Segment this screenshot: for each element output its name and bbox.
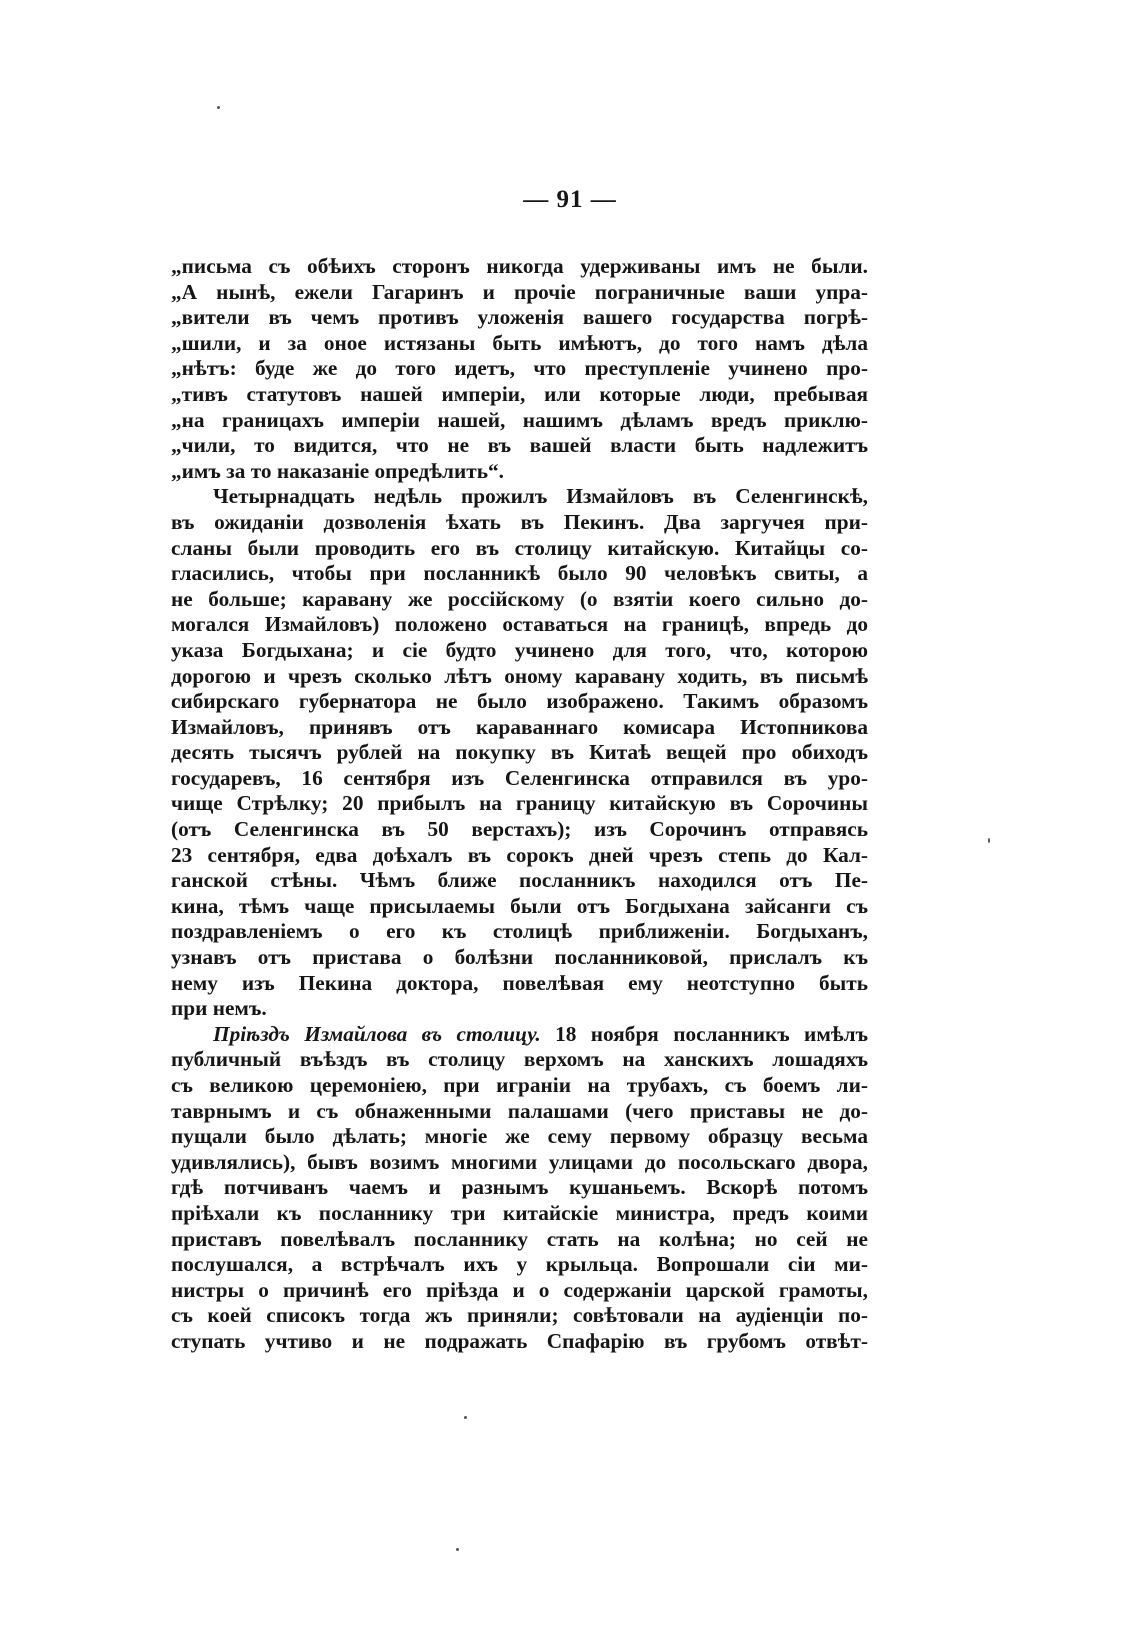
text-line: кина, тѣмъ чаще присылаемы были отъ Богдыхана зайсанги съ [171, 893, 868, 918]
text-line: публичный въѣздъ въ столицу верхомъ на ханскихъ лошадяхъ [171, 1047, 868, 1072]
text-line: пріѣхали къ посланнику три китайскіе министра, предъ коими [171, 1200, 868, 1225]
text-line: таврнымъ и съ обнаженными палашами (чего приставы не до- [171, 1098, 868, 1123]
text-line-heading [171, 1022, 868, 1048]
scan-speck [988, 838, 990, 843]
text-line: гдѣ потчиванъ чаемъ и разнымъ кушаньемъ. Вскорѣ потомъ [171, 1175, 868, 1200]
text-line: „вители въ чемъ противъ уложенія вашего государства погрѣ- [171, 305, 868, 330]
text-line: „нѣтъ: буде же до того идетъ, что преступленіе учинено про- [171, 356, 868, 381]
text-line: узнавъ отъ пристава о болѣзни посланниковой, прислалъ къ [171, 945, 868, 970]
text-line: при немъ. [171, 996, 267, 1021]
text-line: „имъ за то наказаніе опредѣлить“. [171, 458, 504, 483]
text-line: съ великою церемоніею, при играніи на трубахъ, съ боемъ ли- [171, 1073, 868, 1097]
text-line: съ коей списокъ тогда жъ приняли; совѣтовали на аудіенціи по- [171, 1303, 868, 1328]
text-line: десять тысячъ рублей на покупку въ Китаѣ вещей про обиходъ [171, 740, 868, 765]
scan-speck [464, 1416, 467, 1419]
text-line: удивлялись), бывъ возимъ многими улицами до посольскаго двора, [171, 1149, 868, 1174]
text-line: нистры о причинѣ его пріѣзда и о содержаніи царской грамоты, [171, 1277, 868, 1302]
text-line: 23 сентября, едва доѣхалъ въ сорокъ дней чрезъ степь до Кал- [171, 842, 868, 867]
text-line: государевъ, 16 сентября изъ Селенгинска отправился въ уро- [171, 765, 868, 790]
body-text [171, 254, 868, 1355]
text-line: сибирскаго губернатора не было изображено. Такимъ образомъ [171, 689, 868, 714]
text-line: нему изъ Пекина доктора, повелѣвая ему неотступно быть [171, 970, 868, 995]
text-line: указа Богдыхана; и сіе будто учинено для того, что, которою [171, 637, 868, 662]
paragraph-quote [171, 254, 868, 484]
paragraph-arrival [171, 1022, 868, 1355]
text-line: послушался, а встрѣчалъ ихъ у крыльца. Вопрошали сіи ми- [171, 1252, 868, 1277]
section-heading: Пріѣздъ Измайлова въ столицу. [213, 1021, 541, 1046]
text-line: могался Измайловъ) положено оставаться на границѣ, впредь до [171, 612, 868, 637]
text-line: „на границахъ имперіи нашей, нашимъ дѣламъ вредъ приклю- [171, 407, 868, 432]
text-line: въ ожиданіи дозволенія ѣхать въ Пекинъ. Два заргучея при- [171, 509, 868, 534]
text-line: чище Стрѣлку; 20 прибылъ на границу китайскую въ Сорочины [171, 791, 868, 816]
paragraph-journey [171, 484, 868, 1021]
text-line: ступать учтиво и не подражать Спафарію въ грубомъ отвѣт- [171, 1328, 868, 1353]
text-line: (отъ Селенгинска въ 50 верстахъ); изъ Сорочинъ отправясь [171, 817, 868, 842]
page-number: — 91 — [523, 186, 617, 213]
text-line: приставъ повелѣвалъ посланнику стать на колѣна; но сей не [171, 1226, 868, 1251]
text-line: сланы были проводить его въ столицу китайскую. Китайцы со- [171, 535, 868, 560]
text-line: пущали было дѣлать; многіе же сему первому образцу весьма [171, 1124, 868, 1149]
text-line: не больше; каравану же россійскому (о взятіи коего сильно до- [171, 586, 868, 611]
text-line: поздравленіемъ о его къ столицѣ приближеніи. Богдыханъ, [171, 919, 868, 944]
text-line: „письма съ обѣихъ сторонъ никогда удерживаны имъ не были. [171, 254, 868, 278]
text-line: „тивъ статутовъ нашей имперіи, или которые люди, пребывая [171, 381, 868, 406]
text-line: „чили, то видится, что не въ вашей власти быть надлежитъ [171, 433, 868, 458]
text-line: Измайловъ, принявъ отъ караваннаго комисара Истопникова [171, 714, 868, 739]
scan-speck [456, 1548, 459, 1551]
scan-speck [217, 106, 220, 109]
text-line: „шили, и за оное истязаны быть имѣютъ, до того намъ дѣла [171, 330, 868, 355]
text-line: дорогою и чрезъ сколько лѣтъ оному каравану ходить, въ письмѣ [171, 663, 868, 688]
text-line: ганской стѣны. Чѣмъ ближе посланникъ находился отъ Пе- [171, 868, 868, 893]
text-line: „А нынѣ, ежели Гагаринъ и прочіе пограничные ваши упра- [171, 279, 868, 304]
heading-line-rest: 18 ноября посланникъ имѣлъ [555, 1021, 868, 1046]
text-line: Четырнадцать недѣль прожилъ Измайловъ въ Селенгинскѣ, [213, 484, 868, 509]
text-line: гласились, чтобы при посланникѣ было 90 человѣкъ свиты, а [171, 561, 868, 586]
